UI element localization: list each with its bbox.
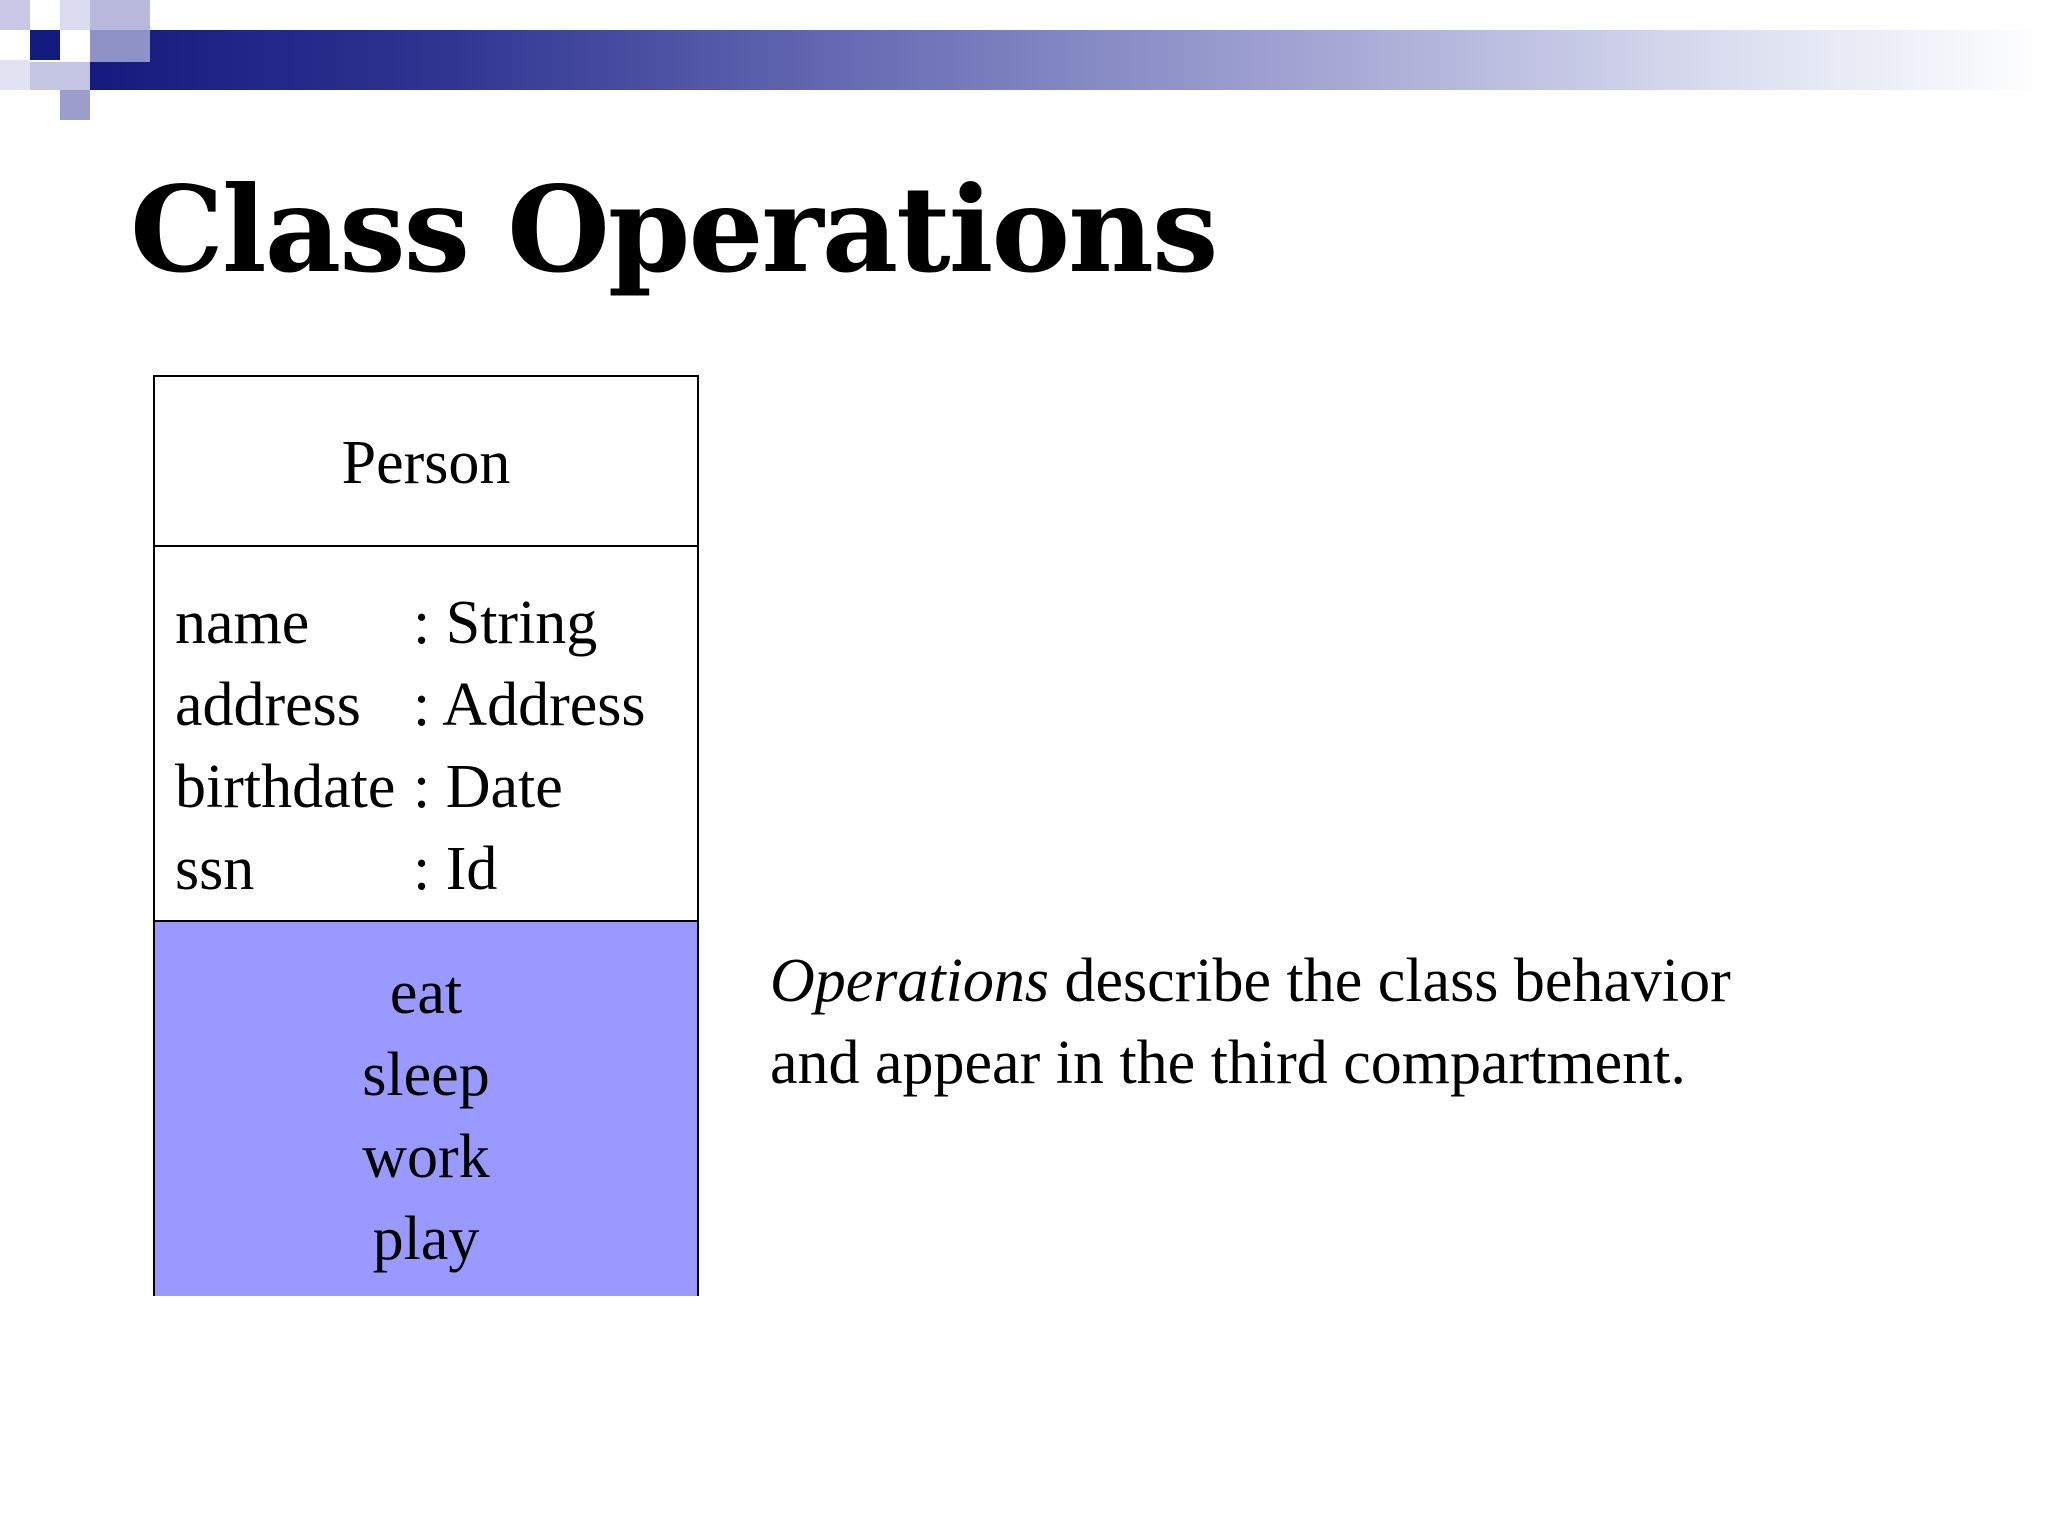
uml-class-box xyxy=(153,375,699,1296)
attribute-name: ssn xyxy=(175,835,255,903)
operation-item: play xyxy=(372,1205,480,1273)
description-line-1: describe the class behavior xyxy=(1049,947,1731,1015)
header-square xyxy=(90,0,150,30)
description-line-2: and appear in the third compartment. xyxy=(770,1029,1686,1097)
attribute-name: birthdate xyxy=(175,753,396,821)
header-square xyxy=(30,62,90,90)
operations-compartment xyxy=(155,922,697,1296)
header-square xyxy=(60,90,90,120)
attribute-row xyxy=(155,582,697,664)
attribute-row xyxy=(155,828,697,910)
header-square xyxy=(0,60,30,90)
attributes-compartment xyxy=(155,547,697,922)
attribute-name: name xyxy=(175,589,310,657)
class-name-compartment xyxy=(155,377,697,547)
slide-title: Class Operations xyxy=(130,160,1217,299)
header-square xyxy=(0,0,30,30)
attribute-row xyxy=(155,664,697,746)
attribute-type: : String xyxy=(413,589,598,657)
attribute-type: : Id xyxy=(413,835,498,903)
header-square xyxy=(30,30,60,60)
attribute-row xyxy=(155,746,697,828)
class-name: Person xyxy=(341,429,511,497)
attribute-name: address xyxy=(175,671,361,739)
description-text xyxy=(770,940,1950,1104)
header-square xyxy=(90,30,150,62)
header-square xyxy=(60,0,90,30)
header-gradient-bar xyxy=(90,30,2048,90)
attribute-type: : Address xyxy=(413,671,646,739)
description-lead: Operations xyxy=(770,947,1049,1015)
operation-item: work xyxy=(362,1123,490,1191)
attribute-type: : Date xyxy=(413,753,563,821)
operation-item: sleep xyxy=(362,1041,490,1109)
operation-item: eat xyxy=(389,959,463,1027)
